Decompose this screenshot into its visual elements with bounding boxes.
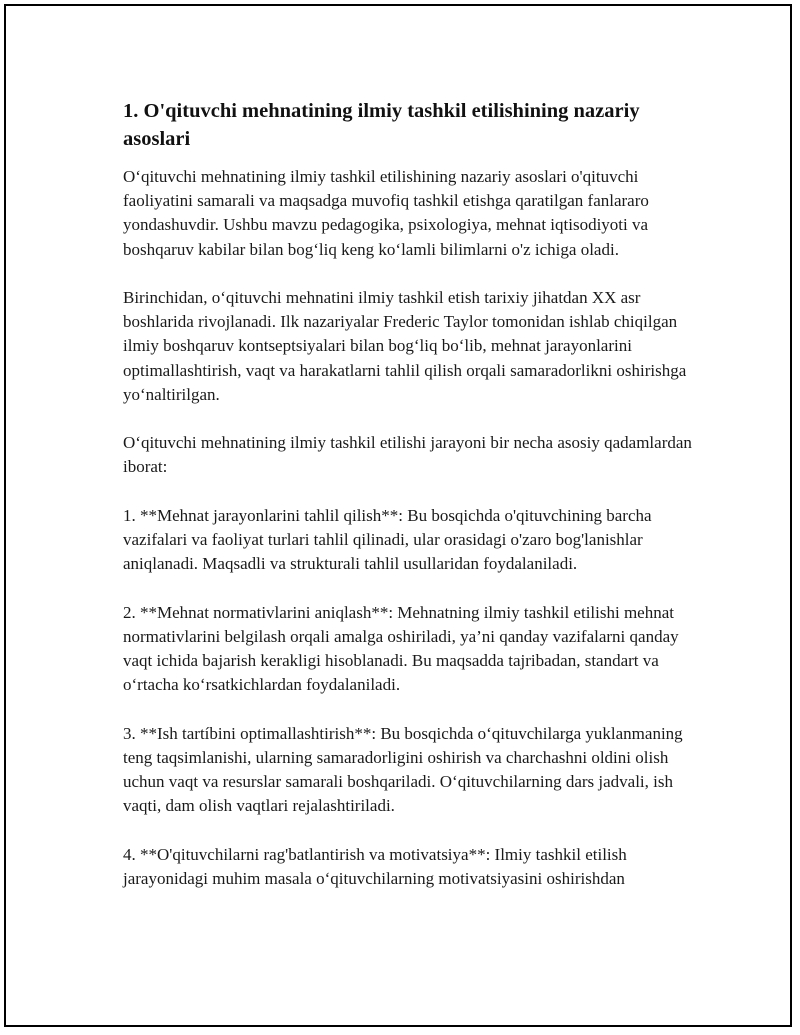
paragraph-steps-intro: O‘qituvchi mehnatining ilmiy tashkil etilishi jarayoni bir necha asosiy qadamlardan iborat: xyxy=(123,433,692,477)
paragraph-step-1: 1. **Mehnat jarayonlarini tahlil qilish**: Bu bosqichda o'qituvchining barcha vazifalari va faoliyat turlari tahlil qilinadi, ular orasidagi o'zaro bog'lanishlar aniqlanadi. Maqsadli va strukturali tahlil usullaridan foydalaniladi. xyxy=(123,505,652,574)
paragraph-step-3: 3. **Ish tartíbini optimallashtirish**: Bu bosqichda o‘qituvchilarga yuklanmaning teng taqsimlanishi, ularning samaradorligini oshirish va charchashni oldini olish uchun vaqt va resurslar samarali boshqariladi. O‘qituvchilarning dars jadvali, ish vaqti, dam olish vaqtlari rejalashtiriladi. xyxy=(123,723,683,816)
document-page xyxy=(4,4,792,1027)
section-heading: 1. O'qituvchi mehnatining ilmiy tashkil etilishining nazariy asoslari xyxy=(123,100,640,150)
paragraph-intro: O‘qituvchi mehnatining ilmiy tashkil etilishining nazariy asoslari o'qituvchi faoliyatini samarali va maqsadga muvofiq tashkil etishga qaratilgan fanlararo yondashuvdir. Ushbu mavzu pedagogika, psixologiya, mehnat iqtisodiyoti va boshqaruv kabilar bilan bog‘liq keng ko‘lamli bilimlarni o'z ichiga oladi. xyxy=(123,167,649,259)
paragraph-step-4: 4. **O'qituvchilarni rag'batlantirish va motivatsiya**: Ilmiy tashkil etilish jarayonidagi muhim masala o‘qituvchilarning motivatsiyasini oshirishdan xyxy=(123,844,627,888)
paragraph-history: Birinchidan, o‘qituvchi mehnatini ilmiy tashkil etish tarixiy jihatdan XX asr boshlarida rivojlanadi. Ilk nazariyalar Frederic Taylor tomonidan ishlab chiqilgan ilmiy boshqaruv kontseptsiyalari bilan bog‘liq bo‘lib, mehnat jarayonlarini optimallashtirish, vaqt va harakatlarni tahlil qilish orqali samaradorlikni oshirishga yo‘naltirilgan. xyxy=(123,288,687,404)
paragraph-step-2: 2. **Mehnat normativlarini aniqlash**: Mehnatning ilmiy tashkil etilishi mehnat normativlarini belgilash orqali amalga oshiriladi, ya’ni qanday vazifalarni qanday vaqt ichida bajarish kerakligi hisoblanadi. Bu maqsadda tajribadan, standart va o‘rtacha ko‘rsatkichlardan foydalaniladi. xyxy=(123,602,679,695)
document-content xyxy=(123,97,701,915)
